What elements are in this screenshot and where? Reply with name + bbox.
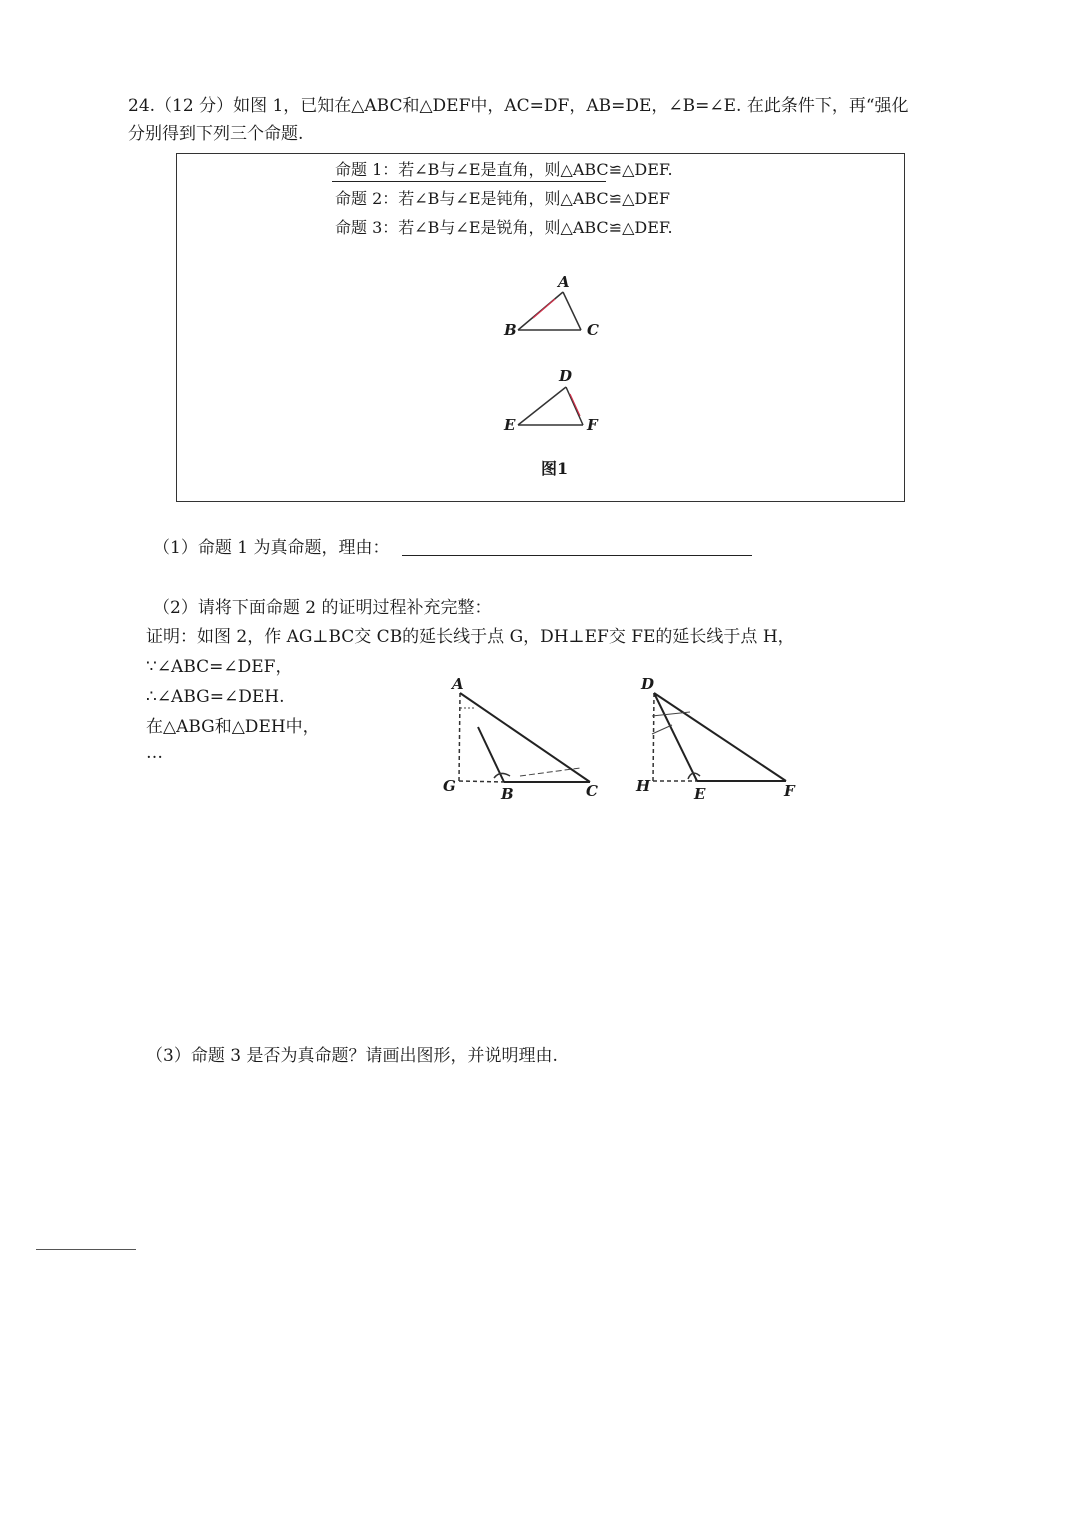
- proof-line-5: …: [146, 743, 163, 763]
- proof-line-3: ∴∠ABG=∠DEH.: [146, 687, 285, 707]
- fig2-label-b: B: [501, 785, 514, 803]
- question-line-1: 24.（12 分）如图 1，已知在△ABC和△DEF中，AC=DF，AB=DE，∠B=∠E. 在此条件下，再“强化: [128, 96, 909, 116]
- part-3-text: （3）命题 3 是否为真命题？请画出图形，并说明理由.: [146, 1046, 558, 1066]
- part-2-prompt: （2）请将下面命题 2 的证明过程补充完整：: [153, 598, 492, 618]
- fig2-label-d: D: [641, 675, 655, 693]
- label-e: E: [504, 416, 516, 434]
- label-c: C: [587, 321, 599, 339]
- label-f: F: [587, 416, 598, 434]
- fig2-label-e: E: [694, 785, 706, 803]
- proof-line-4: 在△ABG和△DEH中，: [146, 717, 320, 737]
- part-1-text: （1）命题 1 为真命题，理由：: [153, 538, 390, 558]
- label-b: B: [504, 321, 517, 339]
- figure-1-caption: 图1: [541, 459, 569, 478]
- proposition-3: 命题 3：若∠B与∠E是锐角，则△ABC≌△DEF.: [335, 218, 673, 237]
- label-a: A: [558, 273, 570, 291]
- fig2-label-h: H: [636, 777, 651, 795]
- proposition-2: 命题 2：若∠B与∠E是钝角，则△ABC≌△DEF: [335, 189, 670, 208]
- proposition-1: 命题 1：若∠B与∠E是直角，则△ABC≌△DEF.: [335, 160, 673, 179]
- fig2-label-g: G: [443, 777, 456, 795]
- proof-line-1: 证明：如图 2，作 AG⊥BC交 CB的延长线于点 G，DH⊥EF交 FE的延长线于点 H，: [146, 627, 795, 647]
- scan-artifact-line: [36, 1249, 136, 1250]
- label-d: D: [559, 367, 573, 385]
- fig2-label-a: A: [452, 675, 464, 693]
- question-line-2: 分别得到下列三个命题.: [128, 124, 304, 144]
- fig2-label-c: C: [586, 782, 598, 800]
- fig2-label-f: F: [784, 782, 795, 800]
- proof-line-2: ∵∠ABC=∠DEF，: [146, 657, 293, 677]
